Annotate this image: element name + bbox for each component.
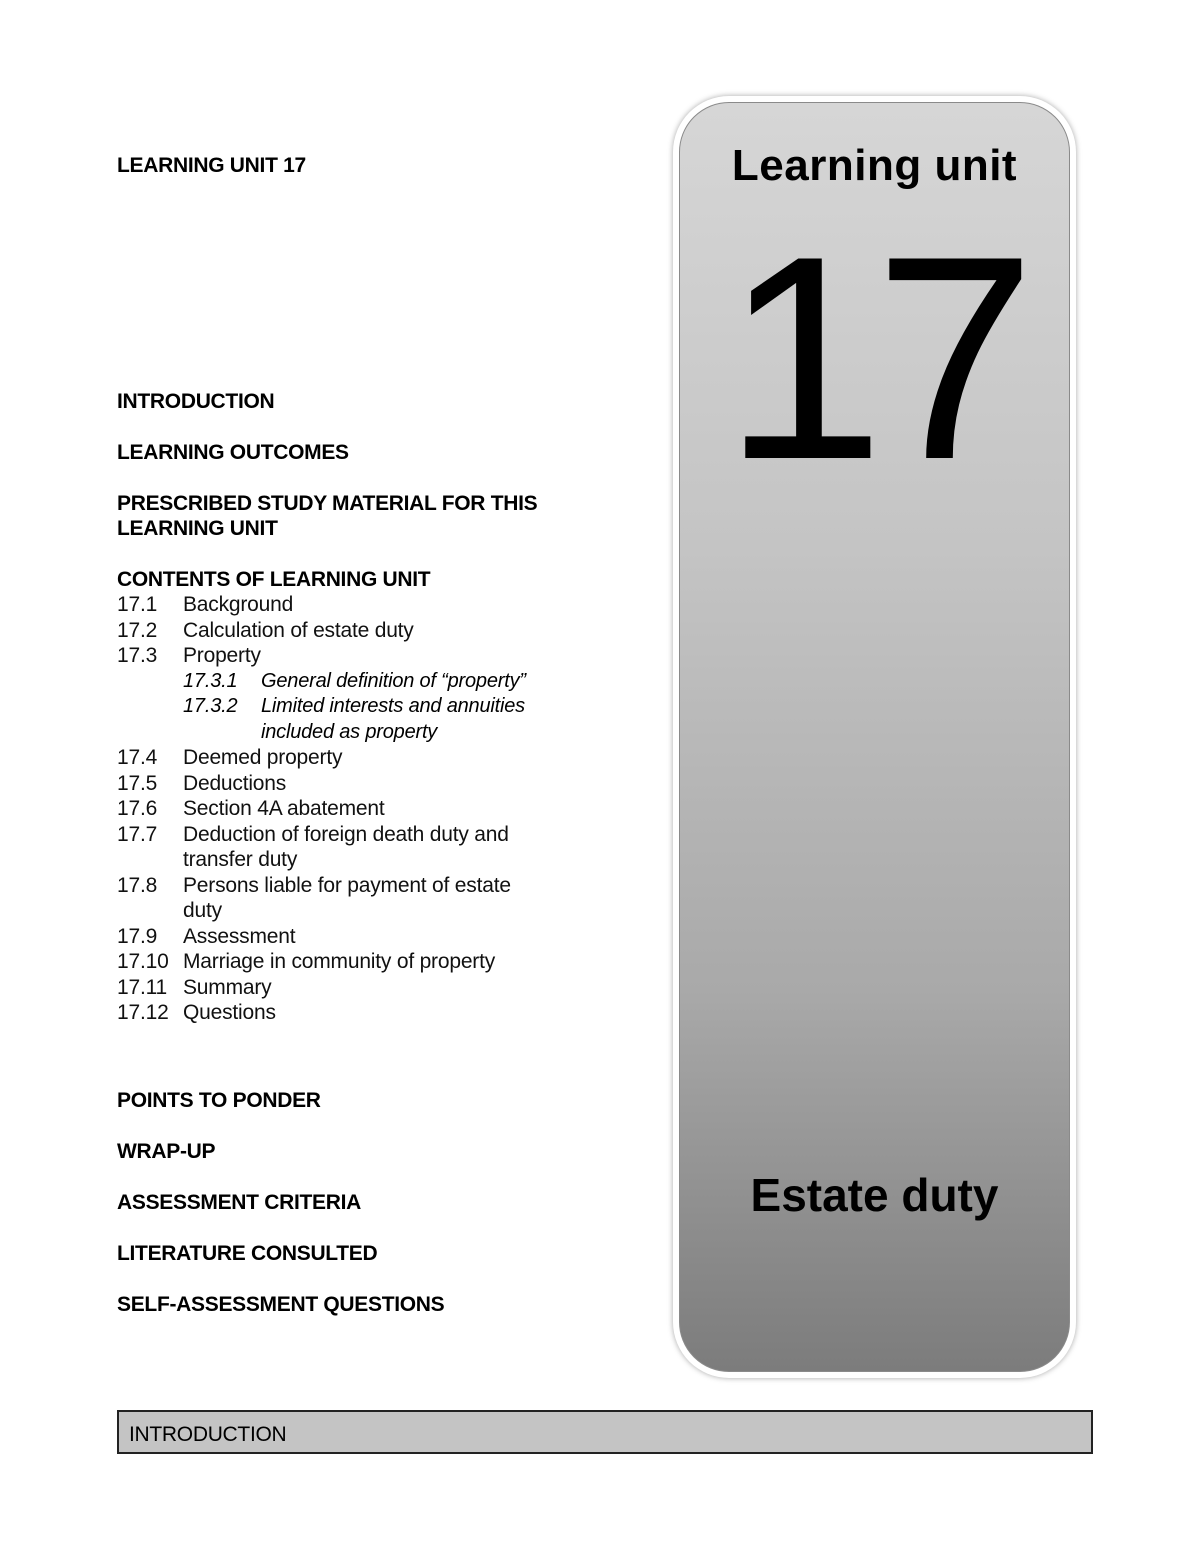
toc-number: 17.7 bbox=[117, 822, 158, 846]
toc-item bbox=[117, 592, 597, 618]
toc-title: Calculation of estate duty bbox=[183, 618, 414, 642]
introduction-bar bbox=[117, 1410, 1093, 1454]
toc-item bbox=[117, 873, 597, 924]
section-prescribed-material: PRESCRIBED STUDY MATERIAL FOR THIS LEARNING UNIT bbox=[117, 492, 538, 540]
toc-title: Summary bbox=[183, 975, 272, 999]
toc-item bbox=[117, 618, 597, 644]
section-learning-outcomes: LEARNING OUTCOMES bbox=[117, 441, 349, 464]
toc-subitem bbox=[117, 669, 597, 695]
unit-heading: LEARNING UNIT 17 bbox=[117, 154, 306, 177]
toc-item bbox=[117, 949, 597, 975]
toc-number: 17.4 bbox=[117, 746, 158, 769]
toc-number: 17.11 bbox=[117, 975, 167, 999]
toc-title: Marriage in community of property bbox=[183, 950, 496, 973]
toc-title: Deemed property bbox=[183, 746, 343, 769]
toc-item bbox=[117, 745, 597, 771]
toc-number: 17.8 bbox=[117, 873, 158, 897]
panel-unit-number: 17 bbox=[723, 196, 1026, 520]
toc-sub-number: 17.3.1 bbox=[183, 669, 238, 692]
toc-item bbox=[117, 975, 597, 1001]
toc-title: Assessment bbox=[183, 924, 296, 948]
introduction-bar-label: INTRODUCTION bbox=[129, 1423, 287, 1446]
toc-number: 17.12 bbox=[117, 1001, 169, 1024]
section-points-to-ponder: POINTS TO PONDER bbox=[117, 1088, 321, 1112]
panel-subject: Estate duty bbox=[750, 1169, 999, 1221]
toc-number: 17.1 bbox=[117, 593, 158, 616]
toc-number: 17.9 bbox=[117, 924, 158, 948]
toc-sub-number: 17.3.2 bbox=[183, 695, 238, 717]
toc-item bbox=[117, 796, 597, 822]
toc-number: 17.10 bbox=[117, 950, 169, 973]
toc-number: 17.5 bbox=[117, 771, 158, 795]
panel-label: Learning unit bbox=[731, 141, 1018, 190]
toc-title: Questions bbox=[183, 1001, 276, 1024]
section-self-assessment: SELF-ASSESSMENT QUESTIONS bbox=[117, 1292, 445, 1316]
section-literature-consulted: LITERATURE CONSULTED bbox=[117, 1241, 378, 1265]
toc-number: 17.3 bbox=[117, 644, 158, 667]
toc-item bbox=[117, 771, 597, 797]
toc-title: Background bbox=[183, 593, 294, 616]
toc-sub-title: Limited interests and annuities included as property bbox=[261, 695, 525, 743]
toc-title: Deduction of foreign death duty and transfer duty bbox=[183, 822, 509, 871]
toc-number: 17.2 bbox=[117, 618, 158, 642]
toc-subitem bbox=[117, 694, 597, 745]
toc-item bbox=[117, 822, 597, 873]
toc-item bbox=[117, 643, 597, 669]
toc-number: 17.6 bbox=[117, 797, 158, 820]
toc-item bbox=[117, 1000, 597, 1026]
toc-title: Persons liable for payment of estate duty bbox=[183, 873, 511, 922]
section-introduction: INTRODUCTION bbox=[117, 390, 275, 413]
side-panel-fill bbox=[679, 102, 1070, 1372]
toc-title: Section 4A abatement bbox=[183, 797, 385, 820]
unit-side-panel bbox=[673, 96, 1076, 1378]
toc-sub-title: General definition of “property” bbox=[261, 669, 526, 692]
contents-heading: CONTENTS OF LEARNING UNIT bbox=[117, 568, 431, 591]
section-wrap-up: WRAP-UP bbox=[117, 1139, 216, 1163]
toc-title: Property bbox=[183, 644, 261, 667]
contents-block bbox=[117, 567, 597, 1026]
unit-outline bbox=[117, 389, 597, 1343]
toc-item bbox=[117, 924, 597, 950]
toc-title: Deductions bbox=[183, 771, 287, 795]
section-assessment-criteria: ASSESSMENT CRITERIA bbox=[117, 1190, 361, 1214]
contents-list bbox=[117, 592, 597, 1026]
